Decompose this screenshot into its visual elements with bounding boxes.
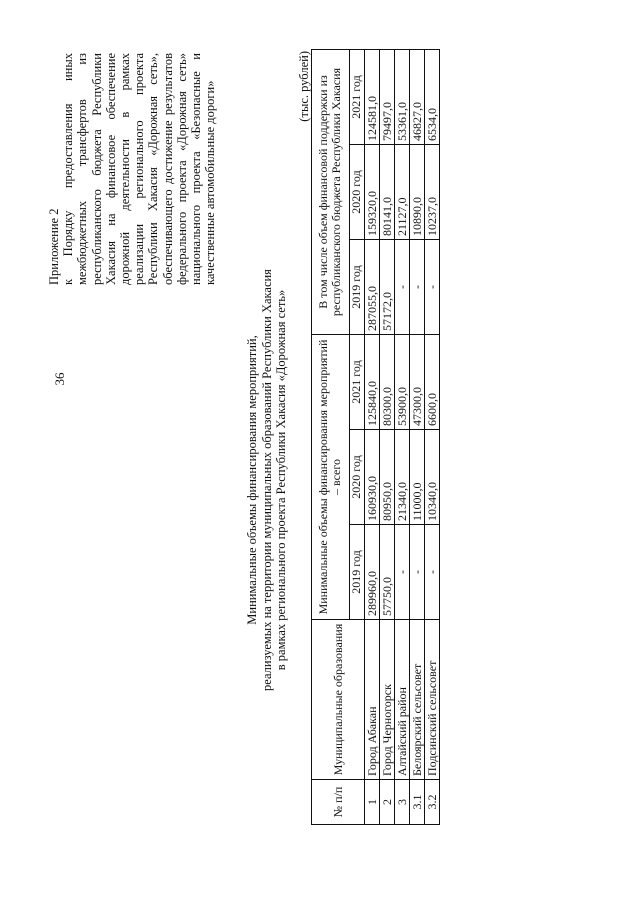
row-municipality: Белоярский сельсовет [410,620,425,780]
cell-total-2021: 125840,0 [365,335,380,430]
row-municipality: Город Черногорск [380,620,395,780]
table-row [395,49,410,824]
rotated-page-content [45,30,500,895]
funding-table [311,49,440,825]
cell-total-2019: - [425,525,440,620]
table-row [425,49,440,824]
table-row [410,49,425,824]
table-title [245,185,289,775]
cell-total-2020: 80950,0 [380,430,395,525]
cell-total-2021: 80300,0 [380,335,395,430]
table-title-line-2: реализуемых на территории муниципальных образований Республики Хакасия [259,269,274,691]
row-index: 3.2 [425,780,440,825]
appendix-title: Приложение 2 [47,208,61,285]
row-municipality: Алтайский район [395,620,410,780]
cell-support-2019: 287055,0 [365,240,380,335]
cell-support-2019: - [425,240,440,335]
table-row [380,49,395,824]
cell-support-2020: 80141,0 [380,145,395,240]
cell-support-2020: 10237,0 [425,145,440,240]
cell-support-2019: - [395,240,410,335]
cell-total-2021: 47300,0 [410,335,425,430]
header-group-support: В том числе объем финансовой поддержки из республиканского бюджета Республики Хакасия [312,49,350,334]
cell-support-2021: 6534,0 [425,49,440,144]
page-number: 36 [52,372,67,386]
cell-total-2020: 10340,0 [425,430,440,525]
row-municipality: Город Абакан [365,620,380,780]
row-municipality: Подсинский сельсовет [425,620,440,780]
header-total-2019: 2019 год [349,525,364,620]
header-municipality: Муниципальные образования [312,620,365,780]
table-title-line-3: в рамках регионального проекта Республики Хакасия «Дорожная сеть» [274,289,288,671]
cell-support-2019: - [410,240,425,335]
cell-support-2020: 10890,0 [410,145,425,240]
header-total-2021: 2021 год [349,335,364,430]
header-support-2020: 2020 год [349,145,364,240]
cell-support-2021: 124581,0 [365,49,380,144]
row-index: 1 [365,780,380,825]
cell-support-2021: 79497,0 [380,49,395,144]
cell-support-2021: 46827,0 [410,49,425,144]
header-support-2021: 2021 год [349,49,364,144]
appendix-block [47,53,217,285]
cell-support-2020: 21127,0 [395,145,410,240]
row-index: 2 [380,780,395,825]
cell-total-2019: - [395,525,410,620]
row-index: 3 [395,780,410,825]
cell-support-2021: 53361,0 [395,49,410,144]
header-group-total: Минимальные объемы финансирования мероприятий – всего [312,335,350,620]
header-support-2019: 2019 год [349,240,364,335]
cell-support-2019: 57172,0 [380,240,395,335]
appendix-body: к Порядку предоставления иных межбюджетных трансфертов из республиканского бюджета Республики Хакасия на финансовое обеспечение дорожной деятельности в рамках реализации регионального проекта Республики Хакасия «Дорожная сеть», обеспечивающего достижение результатов федерального проекта «Дорожная сеть» национального проекта «Безопасные и качественные автомобильные дороги» [61,53,218,285]
row-index: 3.1 [410,780,425,825]
cell-total-2019: 57750,0 [380,525,395,620]
cell-total-2019: 289960,0 [365,525,380,620]
header-num: № п/п [312,780,365,825]
cell-total-2021: 6600,0 [425,335,440,430]
units-label: (тыс. рублей) [297,51,311,122]
cell-total-2020: 160930,0 [365,430,380,525]
cell-total-2020: 21340,0 [395,430,410,525]
header-total-2020: 2020 год [349,430,364,525]
cell-support-2020: 159320,0 [365,145,380,240]
table-row [365,49,380,824]
cell-total-2020: 11000,0 [410,430,425,525]
cell-total-2021: 53900,0 [395,335,410,430]
cell-total-2019: - [410,525,425,620]
table-title-line-1: Минимальные объемы финансирования мероприятий, [245,335,259,625]
